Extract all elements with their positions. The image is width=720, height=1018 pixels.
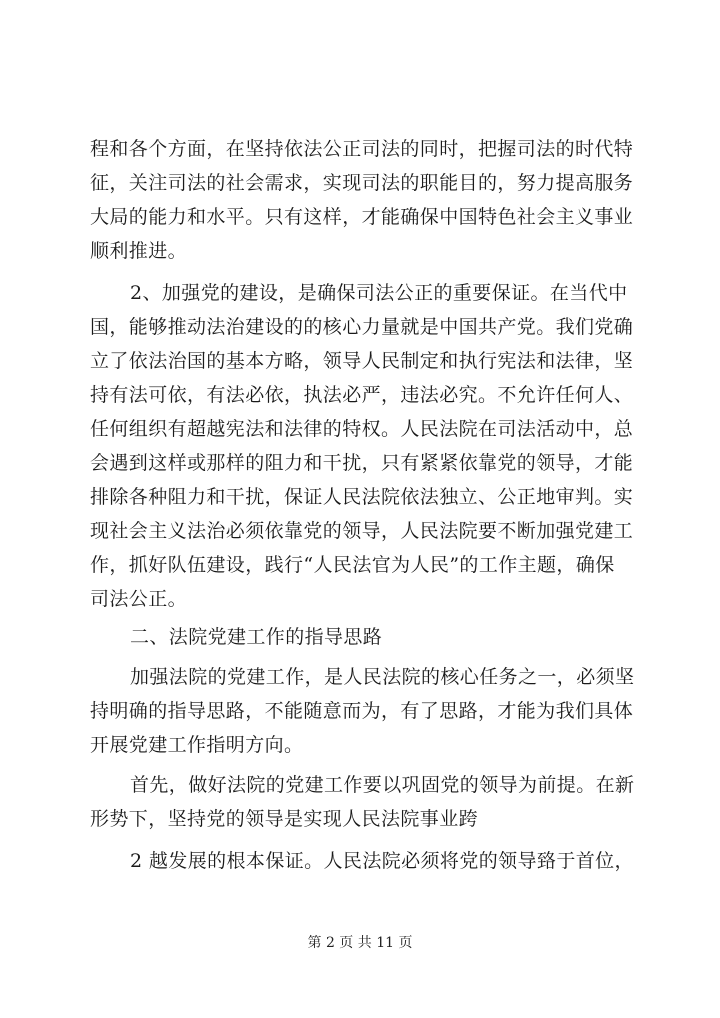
section-heading: 二、法院党建工作的指导思路 — [130, 626, 383, 648]
body-line-4: 顺利推进。 — [90, 240, 188, 262]
body-line-10: 会遇到这样或那样的阻力和干扰，只有紧紧依靠党的领导，才能 — [90, 452, 634, 474]
body-line-18: 开展党建工作指明方向。 — [90, 734, 304, 756]
body-line-16: 加强法院的党建工作，是人民法院的核心任务之一，必须坚 — [130, 666, 635, 688]
page-footer: 第 2 页 共 11 页 — [307, 935, 413, 951]
body-line-1: 程和各个方面，在坚持依法公正司法的同时，把握司法的时代特 — [90, 138, 634, 160]
body-line-11: 排除各种阻力和干扰，保证人民法院依法独立、公正地审判。实 — [90, 486, 634, 508]
body-line-8: 持有法可依，有法必依，执法必严，违法必究。不允许任何人、 — [90, 384, 634, 406]
body-line-19: 首先，做好法院的党建工作要以巩固党的领导为前提。在新 — [130, 774, 635, 796]
body-line-7: 立了依法治国的基本方略，领导人民制定和执行宪法和法律，坚 — [90, 350, 634, 372]
body-line-9: 任何组织有超越宪法和法律的特权。人民法院在司法活动中，总 — [90, 418, 634, 440]
body-line-5: 2、加强党的建设，是确保司法公正的重要保证。在当代中 — [130, 282, 628, 304]
body-line-21: 2 越发展的根本保证。人民法院必须将党的领导臵于首位， — [130, 850, 634, 872]
body-line-3: 大局的能力和水平。只有这样，才能确保中国特色社会主义事业 — [90, 206, 634, 228]
body-line-6: 国，能够推动法治建设的的核心力量就是中国共产党。我们党确 — [90, 316, 634, 338]
body-line-14: 司法公正。 — [90, 588, 188, 610]
body-line-2: 征，关注司法的社会需求，实现司法的职能目的，努力提高服务 — [90, 172, 634, 194]
body-line-13: 作，抓好队伍建设，践行“人民法官为人民”的工作主题，确保 — [90, 554, 615, 576]
body-line-20: 形势下，坚持党的领导是实现人民法院事业跨 — [90, 808, 479, 830]
body-line-12: 现社会主义法治必须依靠党的领导，人民法院要不断加强党建工 — [90, 520, 634, 542]
body-line-17: 持明确的指导思路，不能随意而为，有了思路，才能为我们具体 — [90, 700, 634, 722]
